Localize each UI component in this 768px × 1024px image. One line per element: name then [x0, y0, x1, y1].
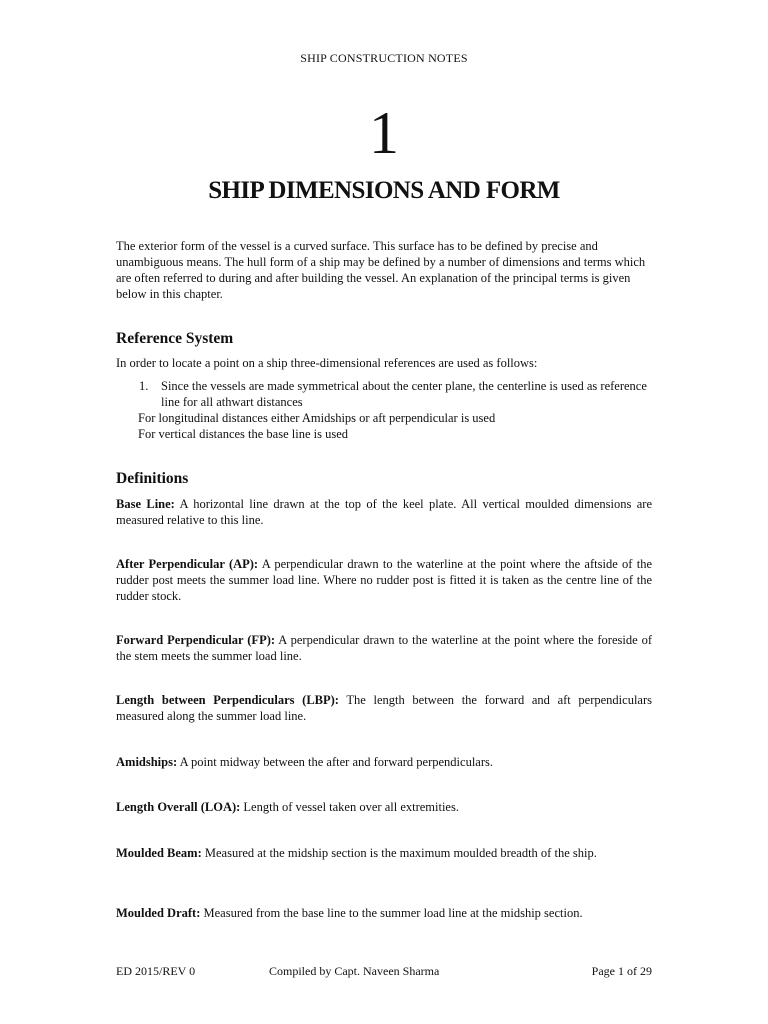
definition-term: Moulded Beam: — [116, 846, 202, 860]
list-item: For longitudinal distances either Amidships or aft perpendicular is used — [138, 411, 496, 425]
definition-text: Length of vessel taken over all extremities. — [240, 800, 459, 814]
list-item-number: 1. — [139, 379, 149, 393]
definition-text: A perpendicular drawn to the waterline at the point where the foreside of the stem meets the summer load line. — [116, 633, 653, 663]
chapter-title: SHIP DIMENSIONS AND FORM — [208, 177, 560, 204]
definition-forward-perpendicular — [116, 632, 652, 664]
definition-amidships — [116, 754, 652, 770]
list-item — [116, 378, 652, 410]
definition-term: Length between Perpendiculars (LBP): — [116, 693, 339, 707]
definition-after-perpendicular — [116, 556, 652, 604]
definition-term: Forward Perpendicular (FP): — [116, 633, 276, 647]
section-heading-definitions: Definitions — [116, 470, 189, 487]
definition-term: Amidships: — [116, 755, 178, 769]
definition-length-overall — [116, 799, 652, 815]
definition-base-line — [116, 496, 652, 528]
definition-term: Base Line: — [116, 497, 175, 511]
reference-system-list — [116, 378, 652, 442]
definition-term: After Perpendicular (AP): — [116, 557, 259, 571]
section-heading-reference-system: Reference System — [116, 330, 234, 347]
definition-text: Measured from the base line to the summer load line at the midship section. — [200, 906, 583, 920]
definition-term: Moulded Draft: — [116, 906, 201, 920]
definition-text: The length between the forward and aft perpendiculars measured along the summer load line. — [116, 693, 652, 723]
list-item-text: Since the vessels are made symmetrical about the center plane, the centerline is used as reference line for all athwart distances — [161, 379, 647, 409]
footer-compiler: Compiled by Capt. Naveen Sharma — [269, 964, 440, 978]
definition-text: Measured at the midship section is the maximum moulded breadth of the ship. — [201, 846, 597, 860]
definition-term: Length Overall (LOA): — [116, 800, 241, 814]
list-item: For vertical distances the base line is used — [138, 427, 349, 441]
definition-text: A point midway between the after and forward perpendiculars. — [177, 755, 494, 769]
definition-moulded-beam — [116, 845, 652, 861]
running-header: SHIP CONSTRUCTION NOTES — [300, 51, 468, 65]
footer-edition: ED 2015/REV 0 — [116, 964, 196, 978]
definition-text: A horizontal line drawn at the top of the keel plate. All vertical moulded dimensions are measured relative to this line. — [116, 497, 652, 527]
intro-paragraph: The exterior form of the vessel is a curved surface. This surface has to be defined by precise and unambiguous means. The hull form of a ship may be defined by a number of dimensions and terms which are often referred to during and after building the vessel. An explanation of the principal terms is given below in this chapter. — [116, 239, 646, 301]
reference-system-intro: In order to locate a point on a ship three-dimensional references are used as follows: — [116, 356, 538, 370]
footer-page-number: Page 1 of 29 — [591, 964, 652, 978]
chapter-number: 1 — [369, 100, 399, 166]
definition-length-between-perpendiculars — [116, 692, 652, 724]
definition-moulded-draft — [116, 905, 652, 921]
definition-text: A perpendicular drawn to the waterline at the point where the aftside of the rudder post meets the summer load line. Where no rudder post is fitted it is taken as the centre line of the rudder stock. — [116, 557, 652, 603]
